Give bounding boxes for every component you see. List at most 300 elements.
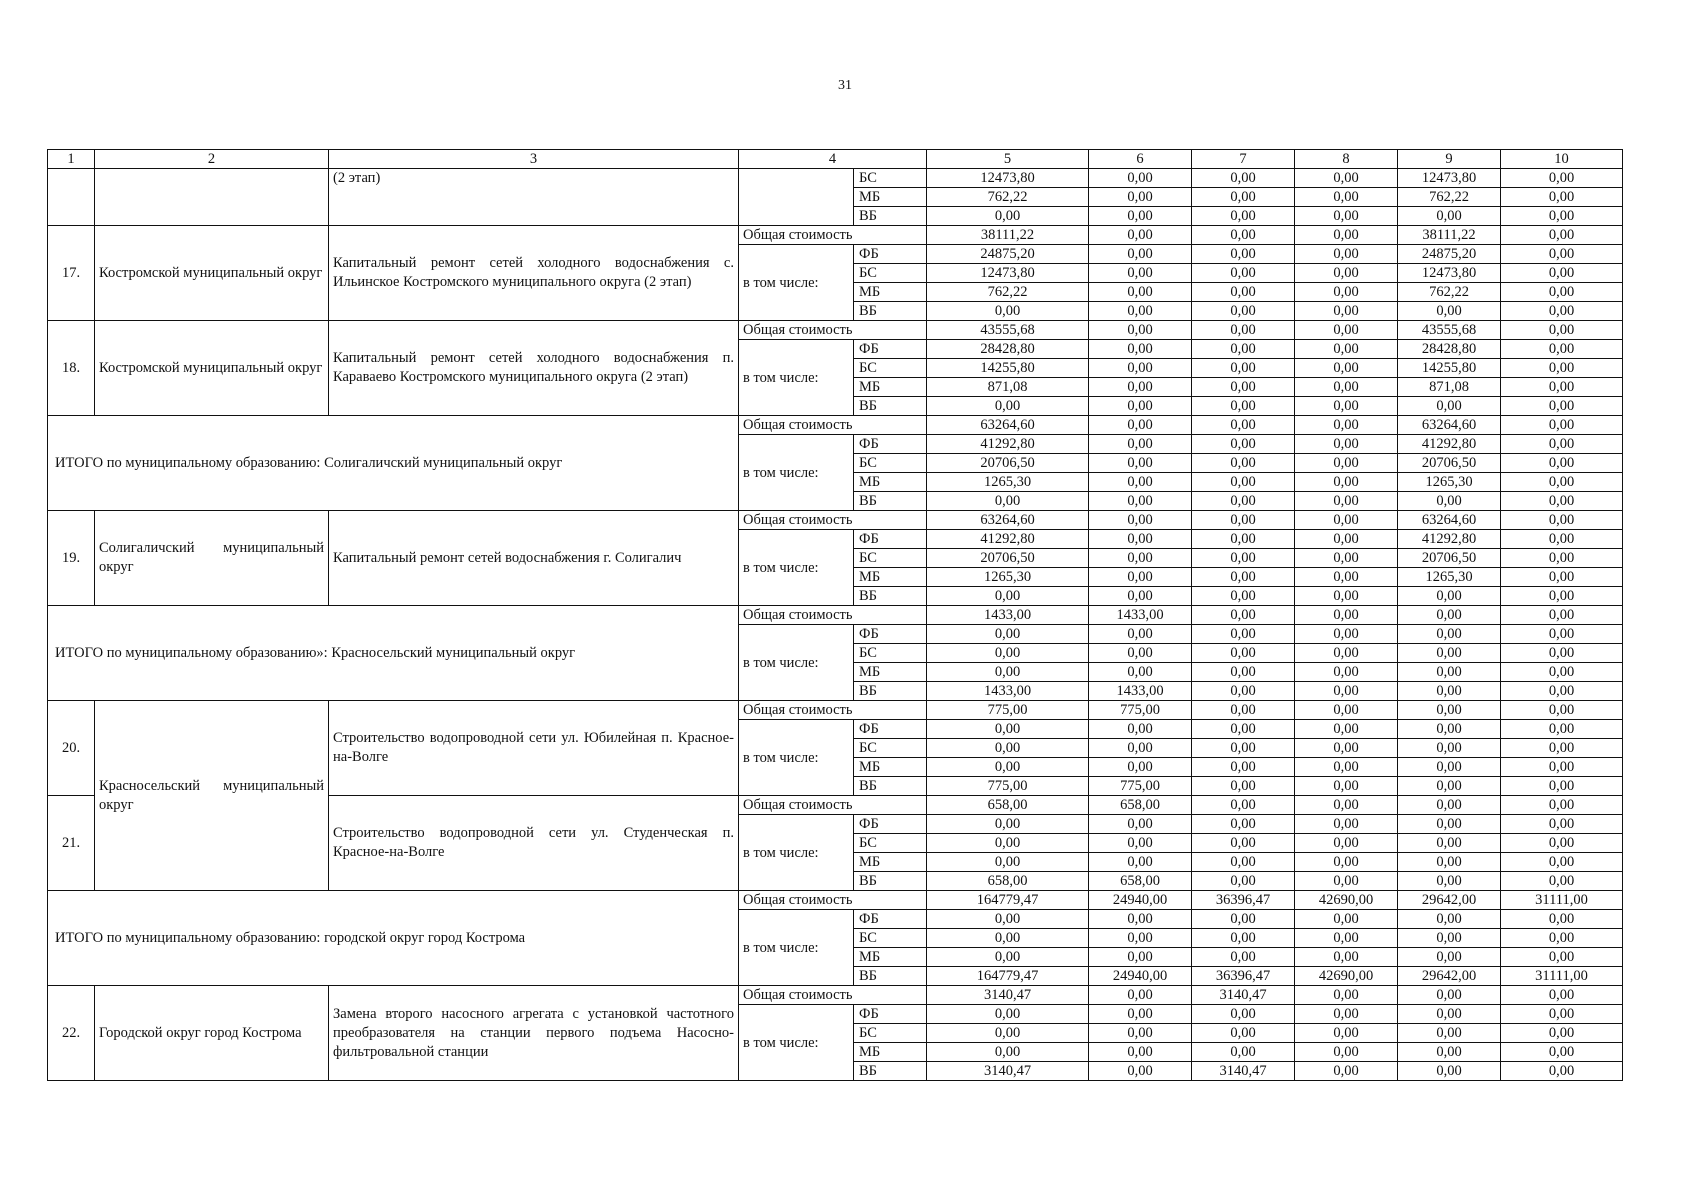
value-cell-col6: 0,00 bbox=[1089, 530, 1192, 549]
source-type-cell: МБ bbox=[854, 473, 927, 492]
value-cell-col7: 0,00 bbox=[1192, 549, 1295, 568]
value-cell-col8: 0,00 bbox=[1295, 682, 1398, 701]
value-cell-col6: 0,00 bbox=[1089, 302, 1192, 321]
value-cell-col9: 0,00 bbox=[1398, 682, 1501, 701]
value-cell-col8: 0,00 bbox=[1295, 1043, 1398, 1062]
source-type-cell: ВБ bbox=[854, 967, 927, 986]
value-cell-col9: 20706,50 bbox=[1398, 549, 1501, 568]
value-cell-col10: 0,00 bbox=[1501, 625, 1623, 644]
value-cell-col9: 63264,60 bbox=[1398, 416, 1501, 435]
source-type-cell: БС bbox=[854, 169, 927, 188]
value-cell-col5: 0,00 bbox=[927, 397, 1089, 416]
total-cost-label: Общая стоимость bbox=[739, 986, 927, 1005]
value-cell-col8: 0,00 bbox=[1295, 207, 1398, 226]
value-cell-col5: 658,00 bbox=[927, 872, 1089, 891]
value-cell-col8: 0,00 bbox=[1295, 511, 1398, 530]
source-type-cell: БС bbox=[854, 1024, 927, 1043]
value-cell-col7: 0,00 bbox=[1192, 720, 1295, 739]
value-cell-col6: 1433,00 bbox=[1089, 682, 1192, 701]
value-cell-col6: 0,00 bbox=[1089, 378, 1192, 397]
value-cell-col9: 12473,80 bbox=[1398, 264, 1501, 283]
value-cell-col5: 0,00 bbox=[927, 1024, 1089, 1043]
value-cell-col9: 0,00 bbox=[1398, 910, 1501, 929]
value-cell-col9: 0,00 bbox=[1398, 625, 1501, 644]
value-cell-col10: 0,00 bbox=[1501, 986, 1623, 1005]
value-cell-col6: 0,00 bbox=[1089, 492, 1192, 511]
value-cell-col7: 0,00 bbox=[1192, 625, 1295, 644]
total-row bbox=[48, 321, 1623, 340]
value-cell-col6: 0,00 bbox=[1089, 758, 1192, 777]
value-cell-col8: 0,00 bbox=[1295, 226, 1398, 245]
total-row bbox=[48, 226, 1623, 245]
value-cell-col8: 0,00 bbox=[1295, 321, 1398, 340]
value-cell-col8: 0,00 bbox=[1295, 397, 1398, 416]
value-cell-col9: 0,00 bbox=[1398, 492, 1501, 511]
value-cell-col8: 0,00 bbox=[1295, 378, 1398, 397]
value-cell-col9: 12473,80 bbox=[1398, 169, 1501, 188]
value-cell-col7: 0,00 bbox=[1192, 454, 1295, 473]
value-cell-col9: 0,00 bbox=[1398, 1005, 1501, 1024]
value-cell-col5: 28428,80 bbox=[927, 340, 1089, 359]
value-cell-col9: 0,00 bbox=[1398, 663, 1501, 682]
object-name-cell: Замена второго насосного агрегата с установкой частотного преобразователя на станции первого подъема Насосно-фильтровальной станции bbox=[329, 986, 739, 1081]
value-cell-col5: 0,00 bbox=[927, 910, 1089, 929]
source-type-cell: МБ bbox=[854, 948, 927, 967]
value-cell-col7: 0,00 bbox=[1192, 359, 1295, 378]
value-cell-col10: 31111,00 bbox=[1501, 891, 1623, 910]
table-body bbox=[48, 150, 1623, 1081]
source-type-cell: МБ bbox=[854, 378, 927, 397]
source-type-cell: ФБ bbox=[854, 245, 927, 264]
value-cell-col7: 0,00 bbox=[1192, 701, 1295, 720]
value-cell-col6: 775,00 bbox=[1089, 701, 1192, 720]
row-number-cell: 17. bbox=[48, 226, 95, 321]
value-cell-col10: 0,00 bbox=[1501, 739, 1623, 758]
value-cell-col10: 0,00 bbox=[1501, 188, 1623, 207]
value-cell-col6: 0,00 bbox=[1089, 207, 1192, 226]
value-cell-col6: 0,00 bbox=[1089, 169, 1192, 188]
incl-label-cell: в том числе: bbox=[739, 530, 854, 606]
value-cell-col9: 0,00 bbox=[1398, 758, 1501, 777]
source-type-cell: БС bbox=[854, 929, 927, 948]
value-cell-col8: 0,00 bbox=[1295, 872, 1398, 891]
value-cell-col7: 0,00 bbox=[1192, 1043, 1295, 1062]
value-cell-col6: 0,00 bbox=[1089, 929, 1192, 948]
object-name-cell: Капитальный ремонт сетей холодного водоснабжения с. Ильинское Костромского муниципального округа (2 этап) bbox=[329, 226, 739, 321]
value-cell-col5: 1433,00 bbox=[927, 682, 1089, 701]
value-cell-col7: 0,00 bbox=[1192, 511, 1295, 530]
total-cost-label: Общая стоимость bbox=[739, 226, 927, 245]
value-cell-col6: 0,00 bbox=[1089, 815, 1192, 834]
value-cell-col8: 42690,00 bbox=[1295, 967, 1398, 986]
total-row bbox=[48, 511, 1623, 530]
source-type-cell: ВБ bbox=[854, 492, 927, 511]
source-type-cell: МБ bbox=[854, 758, 927, 777]
value-cell-col9: 63264,60 bbox=[1398, 511, 1501, 530]
value-cell-col9: 0,00 bbox=[1398, 853, 1501, 872]
value-cell-col10: 0,00 bbox=[1501, 929, 1623, 948]
table-row bbox=[48, 169, 1623, 188]
source-type-cell: БС bbox=[854, 454, 927, 473]
value-cell-col6: 0,00 bbox=[1089, 948, 1192, 967]
value-cell-col5: 0,00 bbox=[927, 492, 1089, 511]
value-cell-col10: 0,00 bbox=[1501, 758, 1623, 777]
column-header-4: 4 bbox=[739, 150, 927, 169]
value-cell-col7: 36396,47 bbox=[1192, 891, 1295, 910]
incl-label-cell: в том числе: bbox=[739, 1005, 854, 1081]
value-cell-col5: 14255,80 bbox=[927, 359, 1089, 378]
value-cell-col8: 0,00 bbox=[1295, 188, 1398, 207]
source-type-cell: ВБ bbox=[854, 872, 927, 891]
value-cell-col5: 41292,80 bbox=[927, 530, 1089, 549]
column-header-5: 5 bbox=[927, 150, 1089, 169]
column-header-2: 2 bbox=[95, 150, 329, 169]
value-cell-col6: 0,00 bbox=[1089, 910, 1192, 929]
value-cell-col6: 0,00 bbox=[1089, 188, 1192, 207]
value-cell-col6: 658,00 bbox=[1089, 796, 1192, 815]
incl-label-cell: в том числе: bbox=[739, 245, 854, 321]
value-cell-col10: 0,00 bbox=[1501, 473, 1623, 492]
total-row bbox=[48, 416, 1623, 435]
value-cell-col10: 0,00 bbox=[1501, 644, 1623, 663]
value-cell-col7: 0,00 bbox=[1192, 587, 1295, 606]
value-cell-col5: 24875,20 bbox=[927, 245, 1089, 264]
value-cell-col10: 0,00 bbox=[1501, 1005, 1623, 1024]
value-cell-col8: 0,00 bbox=[1295, 454, 1398, 473]
value-cell-col9: 0,00 bbox=[1398, 720, 1501, 739]
value-cell-col10: 0,00 bbox=[1501, 530, 1623, 549]
value-cell-col10: 0,00 bbox=[1501, 492, 1623, 511]
incl-label-cell: в том числе: bbox=[739, 720, 854, 796]
object-name-cell: Капитальный ремонт сетей водоснабжения г. Солигалич bbox=[329, 511, 739, 606]
source-type-cell: БС bbox=[854, 739, 927, 758]
value-cell-col5: 0,00 bbox=[927, 663, 1089, 682]
value-cell-col9: 0,00 bbox=[1398, 815, 1501, 834]
value-cell-col9: 28428,80 bbox=[1398, 340, 1501, 359]
column-header-10: 10 bbox=[1501, 150, 1623, 169]
value-cell-col9: 20706,50 bbox=[1398, 454, 1501, 473]
value-cell-col7: 36396,47 bbox=[1192, 967, 1295, 986]
object-name-cell: (2 этап) bbox=[329, 169, 739, 226]
value-cell-col9: 0,00 bbox=[1398, 1024, 1501, 1043]
total-row bbox=[48, 606, 1623, 625]
value-cell-col8: 0,00 bbox=[1295, 568, 1398, 587]
column-header-9: 9 bbox=[1398, 150, 1501, 169]
value-cell-col5: 658,00 bbox=[927, 796, 1089, 815]
value-cell-col5: 1433,00 bbox=[927, 606, 1089, 625]
value-cell-col7: 3140,47 bbox=[1192, 986, 1295, 1005]
value-cell-col5: 871,08 bbox=[927, 378, 1089, 397]
value-cell-col10: 31111,00 bbox=[1501, 967, 1623, 986]
value-cell-col9: 0,00 bbox=[1398, 1062, 1501, 1081]
source-type-cell: БС bbox=[854, 264, 927, 283]
value-cell-col10: 0,00 bbox=[1501, 796, 1623, 815]
value-cell-col6: 0,00 bbox=[1089, 1062, 1192, 1081]
value-cell-col5: 0,00 bbox=[927, 929, 1089, 948]
itogo-label-cell: ИТОГО по муниципальному образованию: Солигаличский муниципальный округ bbox=[48, 416, 739, 511]
value-cell-col5: 63264,60 bbox=[927, 416, 1089, 435]
value-cell-col6: 0,00 bbox=[1089, 454, 1192, 473]
value-cell-col8: 0,00 bbox=[1295, 644, 1398, 663]
value-cell-col6: 0,00 bbox=[1089, 644, 1192, 663]
value-cell-col9: 0,00 bbox=[1398, 302, 1501, 321]
value-cell-col6: 0,00 bbox=[1089, 720, 1192, 739]
source-type-cell: ФБ bbox=[854, 815, 927, 834]
municipality-cell: Городской округ город Кострома bbox=[95, 986, 329, 1081]
value-cell-col6: 0,00 bbox=[1089, 663, 1192, 682]
value-cell-col10: 0,00 bbox=[1501, 568, 1623, 587]
source-type-cell: ВБ bbox=[854, 1062, 927, 1081]
total-cost-label: Общая стоимость bbox=[739, 891, 927, 910]
value-cell-col5: 0,00 bbox=[927, 948, 1089, 967]
value-cell-col10: 0,00 bbox=[1501, 720, 1623, 739]
value-cell-col5: 0,00 bbox=[927, 625, 1089, 644]
value-cell-col10: 0,00 bbox=[1501, 416, 1623, 435]
municipality-cell: Костромской муниципальный округ bbox=[95, 321, 329, 416]
value-cell-col5: 775,00 bbox=[927, 777, 1089, 796]
value-cell-col9: 762,22 bbox=[1398, 283, 1501, 302]
value-cell-col10: 0,00 bbox=[1501, 872, 1623, 891]
source-type-cell: БС bbox=[854, 549, 927, 568]
value-cell-col7: 0,00 bbox=[1192, 568, 1295, 587]
value-cell-col9: 0,00 bbox=[1398, 1043, 1501, 1062]
financing-table bbox=[47, 149, 1623, 1081]
value-cell-col5: 20706,50 bbox=[927, 454, 1089, 473]
value-cell-col10: 0,00 bbox=[1501, 435, 1623, 454]
value-cell-col6: 0,00 bbox=[1089, 473, 1192, 492]
source-type-cell: МБ bbox=[854, 568, 927, 587]
value-cell-col5: 3140,47 bbox=[927, 1062, 1089, 1081]
value-cell-col6: 0,00 bbox=[1089, 549, 1192, 568]
value-cell-col5: 0,00 bbox=[927, 587, 1089, 606]
value-cell-col8: 0,00 bbox=[1295, 1024, 1398, 1043]
value-cell-col8: 0,00 bbox=[1295, 1062, 1398, 1081]
value-cell-col5: 12473,80 bbox=[927, 169, 1089, 188]
source-type-cell: ВБ bbox=[854, 302, 927, 321]
value-cell-col7: 0,00 bbox=[1192, 1005, 1295, 1024]
value-cell-col8: 0,00 bbox=[1295, 720, 1398, 739]
value-cell-col9: 38111,22 bbox=[1398, 226, 1501, 245]
total-row bbox=[48, 891, 1623, 910]
municipality-cell: Костромской муниципальный округ bbox=[95, 226, 329, 321]
incl-label-cell: в том числе: bbox=[739, 435, 854, 511]
value-cell-col5: 0,00 bbox=[927, 302, 1089, 321]
value-cell-col7: 0,00 bbox=[1192, 910, 1295, 929]
value-cell-col10: 0,00 bbox=[1501, 283, 1623, 302]
value-cell-col7: 0,00 bbox=[1192, 796, 1295, 815]
source-type-cell: МБ bbox=[854, 663, 927, 682]
value-cell-col5: 775,00 bbox=[927, 701, 1089, 720]
value-cell-col6: 0,00 bbox=[1089, 340, 1192, 359]
value-cell-col5: 3140,47 bbox=[927, 986, 1089, 1005]
value-cell-col10: 0,00 bbox=[1501, 454, 1623, 473]
value-cell-col5: 762,22 bbox=[927, 188, 1089, 207]
value-cell-col10: 0,00 bbox=[1501, 549, 1623, 568]
incl-label-cell: в том числе: bbox=[739, 340, 854, 416]
value-cell-col5: 0,00 bbox=[927, 207, 1089, 226]
value-cell-col5: 0,00 bbox=[927, 720, 1089, 739]
column-header-6: 6 bbox=[1089, 150, 1192, 169]
value-cell-col10: 0,00 bbox=[1501, 226, 1623, 245]
value-cell-col7: 0,00 bbox=[1192, 872, 1295, 891]
value-cell-col10: 0,00 bbox=[1501, 245, 1623, 264]
value-cell-col7: 0,00 bbox=[1192, 264, 1295, 283]
source-type-cell: ВБ bbox=[854, 587, 927, 606]
value-cell-col7: 0,00 bbox=[1192, 492, 1295, 511]
total-cost-label: Общая стоимость bbox=[739, 511, 927, 530]
value-cell-col7: 0,00 bbox=[1192, 1024, 1295, 1043]
value-cell-col10: 0,00 bbox=[1501, 910, 1623, 929]
value-cell-col9: 0,00 bbox=[1398, 397, 1501, 416]
total-row bbox=[48, 701, 1623, 720]
value-cell-col6: 0,00 bbox=[1089, 226, 1192, 245]
value-cell-col10: 0,00 bbox=[1501, 321, 1623, 340]
incl-label-cell bbox=[739, 169, 854, 226]
value-cell-col10: 0,00 bbox=[1501, 701, 1623, 720]
value-cell-col9: 0,00 bbox=[1398, 929, 1501, 948]
value-cell-col7: 0,00 bbox=[1192, 853, 1295, 872]
value-cell-col6: 0,00 bbox=[1089, 568, 1192, 587]
value-cell-col6: 0,00 bbox=[1089, 739, 1192, 758]
value-cell-col8: 0,00 bbox=[1295, 910, 1398, 929]
value-cell-col9: 0,00 bbox=[1398, 986, 1501, 1005]
source-type-cell: БС bbox=[854, 359, 927, 378]
value-cell-col5: 164779,47 bbox=[927, 967, 1089, 986]
total-cost-label: Общая стоимость bbox=[739, 606, 927, 625]
value-cell-col10: 0,00 bbox=[1501, 853, 1623, 872]
value-cell-col5: 0,00 bbox=[927, 739, 1089, 758]
value-cell-col7: 0,00 bbox=[1192, 226, 1295, 245]
value-cell-col6: 658,00 bbox=[1089, 872, 1192, 891]
value-cell-col8: 0,00 bbox=[1295, 606, 1398, 625]
source-type-cell: МБ bbox=[854, 283, 927, 302]
value-cell-col5: 1265,30 bbox=[927, 568, 1089, 587]
value-cell-col7: 0,00 bbox=[1192, 644, 1295, 663]
row-number-cell: 19. bbox=[48, 511, 95, 606]
value-cell-col9: 0,00 bbox=[1398, 777, 1501, 796]
value-cell-col7: 0,00 bbox=[1192, 283, 1295, 302]
value-cell-col5: 1265,30 bbox=[927, 473, 1089, 492]
value-cell-col6: 0,00 bbox=[1089, 625, 1192, 644]
value-cell-col5: 41292,80 bbox=[927, 435, 1089, 454]
value-cell-col10: 0,00 bbox=[1501, 511, 1623, 530]
value-cell-col8: 0,00 bbox=[1295, 416, 1398, 435]
value-cell-col10: 0,00 bbox=[1501, 815, 1623, 834]
total-row bbox=[48, 986, 1623, 1005]
value-cell-col8: 0,00 bbox=[1295, 264, 1398, 283]
municipality-cell: Красносельский муниципальный округ bbox=[95, 701, 329, 891]
value-cell-col8: 0,00 bbox=[1295, 302, 1398, 321]
incl-label-cell: в том числе: bbox=[739, 910, 854, 986]
municipality-cell bbox=[95, 169, 329, 226]
value-cell-col8: 0,00 bbox=[1295, 758, 1398, 777]
value-cell-col9: 41292,80 bbox=[1398, 435, 1501, 454]
page-number: 31 bbox=[838, 78, 852, 93]
value-cell-col9: 29642,00 bbox=[1398, 967, 1501, 986]
source-type-cell: МБ bbox=[854, 853, 927, 872]
value-cell-col8: 0,00 bbox=[1295, 1005, 1398, 1024]
value-cell-col8: 42690,00 bbox=[1295, 891, 1398, 910]
value-cell-col8: 0,00 bbox=[1295, 929, 1398, 948]
value-cell-col6: 0,00 bbox=[1089, 1043, 1192, 1062]
value-cell-col7: 0,00 bbox=[1192, 302, 1295, 321]
value-cell-col7: 0,00 bbox=[1192, 435, 1295, 454]
source-type-cell: ФБ bbox=[854, 530, 927, 549]
column-header-3: 3 bbox=[329, 150, 739, 169]
source-type-cell: ФБ bbox=[854, 1005, 927, 1024]
value-cell-col9: 0,00 bbox=[1398, 872, 1501, 891]
value-cell-col9: 0,00 bbox=[1398, 606, 1501, 625]
value-cell-col7: 0,00 bbox=[1192, 929, 1295, 948]
value-cell-col9: 1265,30 bbox=[1398, 568, 1501, 587]
source-type-cell: БС bbox=[854, 834, 927, 853]
value-cell-col5: 12473,80 bbox=[927, 264, 1089, 283]
value-cell-col8: 0,00 bbox=[1295, 435, 1398, 454]
source-type-cell: ВБ bbox=[854, 682, 927, 701]
value-cell-col6: 775,00 bbox=[1089, 777, 1192, 796]
value-cell-col9: 0,00 bbox=[1398, 948, 1501, 967]
value-cell-col7: 0,00 bbox=[1192, 321, 1295, 340]
value-cell-col8: 0,00 bbox=[1295, 663, 1398, 682]
value-cell-col9: 0,00 bbox=[1398, 739, 1501, 758]
value-cell-col7: 3140,47 bbox=[1192, 1062, 1295, 1081]
value-cell-col8: 0,00 bbox=[1295, 701, 1398, 720]
value-cell-col7: 0,00 bbox=[1192, 378, 1295, 397]
value-cell-col10: 0,00 bbox=[1501, 777, 1623, 796]
value-cell-col10: 0,00 bbox=[1501, 207, 1623, 226]
value-cell-col5: 20706,50 bbox=[927, 549, 1089, 568]
value-cell-col10: 0,00 bbox=[1501, 1062, 1623, 1081]
value-cell-col10: 0,00 bbox=[1501, 359, 1623, 378]
value-cell-col7: 0,00 bbox=[1192, 758, 1295, 777]
value-cell-col6: 0,00 bbox=[1089, 435, 1192, 454]
value-cell-col5: 43555,68 bbox=[927, 321, 1089, 340]
value-cell-col10: 0,00 bbox=[1501, 1043, 1623, 1062]
source-type-cell: ФБ bbox=[854, 435, 927, 454]
value-cell-col8: 0,00 bbox=[1295, 283, 1398, 302]
value-cell-col6: 0,00 bbox=[1089, 359, 1192, 378]
value-cell-col8: 0,00 bbox=[1295, 815, 1398, 834]
value-cell-col10: 0,00 bbox=[1501, 397, 1623, 416]
value-cell-col8: 0,00 bbox=[1295, 340, 1398, 359]
source-type-cell: МБ bbox=[854, 188, 927, 207]
value-cell-col8: 0,00 bbox=[1295, 625, 1398, 644]
value-cell-col6: 0,00 bbox=[1089, 283, 1192, 302]
value-cell-col7: 0,00 bbox=[1192, 169, 1295, 188]
value-cell-col5: 0,00 bbox=[927, 1005, 1089, 1024]
value-cell-col10: 0,00 bbox=[1501, 663, 1623, 682]
total-cost-label: Общая стоимость bbox=[739, 701, 927, 720]
value-cell-col6: 24940,00 bbox=[1089, 891, 1192, 910]
value-cell-col7: 0,00 bbox=[1192, 188, 1295, 207]
value-cell-col10: 0,00 bbox=[1501, 682, 1623, 701]
value-cell-col7: 0,00 bbox=[1192, 777, 1295, 796]
value-cell-col8: 0,00 bbox=[1295, 169, 1398, 188]
value-cell-col7: 0,00 bbox=[1192, 530, 1295, 549]
value-cell-col6: 0,00 bbox=[1089, 264, 1192, 283]
value-cell-col6: 0,00 bbox=[1089, 511, 1192, 530]
incl-label-cell: в том числе: bbox=[739, 625, 854, 701]
row-number-cell: 21. bbox=[48, 796, 95, 891]
value-cell-col7: 0,00 bbox=[1192, 815, 1295, 834]
source-type-cell: МБ bbox=[854, 1043, 927, 1062]
value-cell-col5: 38111,22 bbox=[927, 226, 1089, 245]
value-cell-col8: 0,00 bbox=[1295, 549, 1398, 568]
value-cell-col6: 0,00 bbox=[1089, 397, 1192, 416]
value-cell-col6: 0,00 bbox=[1089, 321, 1192, 340]
value-cell-col7: 0,00 bbox=[1192, 207, 1295, 226]
value-cell-col5: 0,00 bbox=[927, 853, 1089, 872]
